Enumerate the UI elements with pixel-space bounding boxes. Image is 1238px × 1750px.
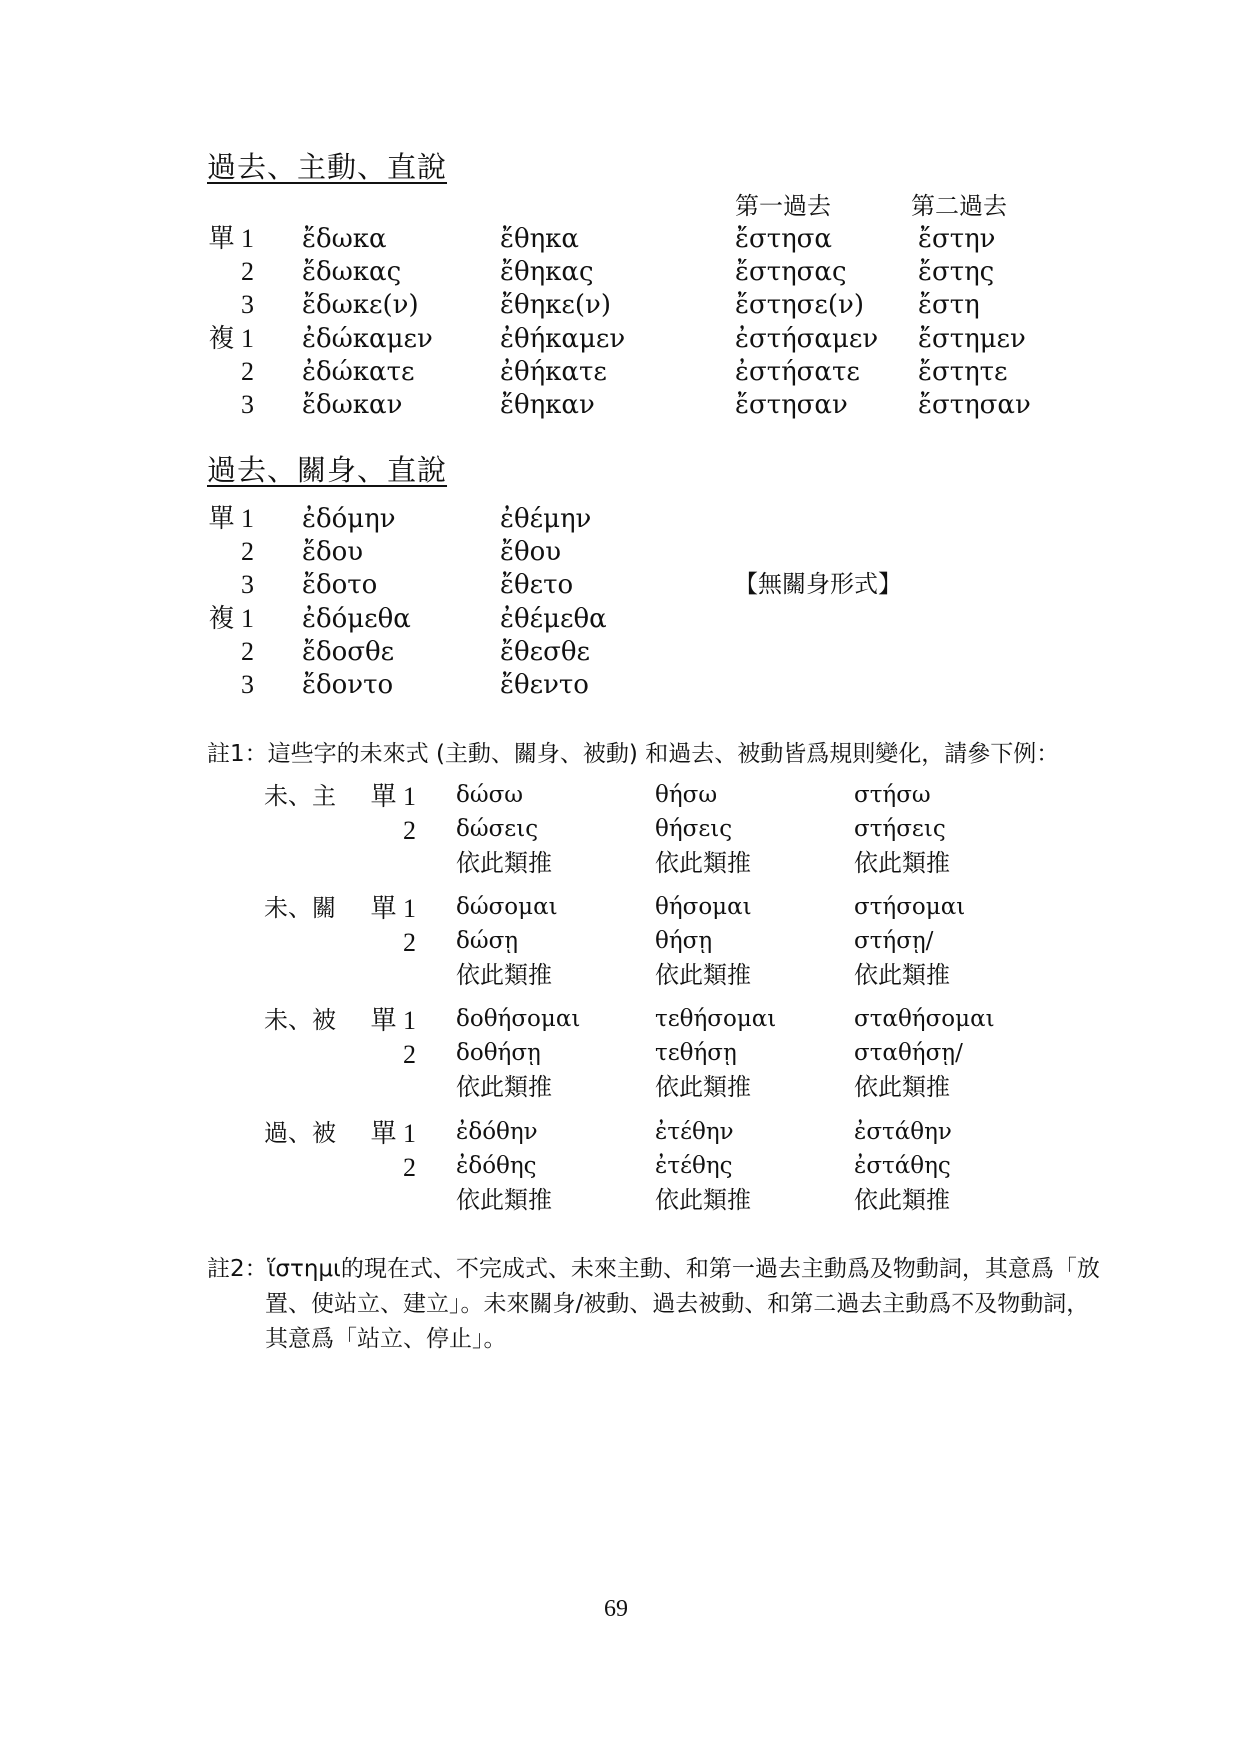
row-label: 單 1 [370,894,416,923]
row-label: 單 1 [208,224,254,253]
greek-form: ἐδώκατε [302,356,415,387]
greek-form: ἐστάθης [854,1152,951,1179]
greek-form: θήσεις [655,815,733,842]
analogy-note: 依此類推 [456,1186,552,1214]
greek-form: ἔθηκα [500,224,579,254]
analogy-note: 依此類推 [655,961,751,989]
greek-form: ἔδωκε(ν) [302,290,419,321]
greek-form: στήσῃ/ [854,927,934,954]
row-label: 2 [403,1039,416,1069]
analogy-note: 依此類推 [854,1186,950,1214]
analogy-note: 依此類推 [456,1073,552,1101]
greek-form: ἐθήκαμεν [500,323,626,354]
greek-form: ἐτέθην [655,1119,734,1145]
row-label: 2 [241,356,254,386]
section-title-aorist-active: 過去、主動、直說 [207,150,448,184]
greek-form: δώσω [456,782,524,808]
row-label: 單 1 [370,1006,416,1035]
greek-form: στήσω [854,782,931,808]
greek-form: ἔστησας [735,257,847,288]
greek-form: ἔδου [302,537,364,568]
row-label: 2 [241,537,254,567]
greek-form: θήσω [655,782,718,808]
row-label: 複 1 [208,603,254,633]
note-1: 註1：這些字的未來式 (主動、關身、被動) 和過去、被動皆爲規則變化，請參下例： [207,741,1060,767]
note-2-line-3: 其意爲「站立、停止」。 [265,1326,507,1352]
row-label: 2 [403,815,416,845]
greek-form: ἐδόθης [456,1152,537,1179]
col-header-first-aorist: 第一過去 [735,192,831,220]
greek-form: ἔστημεν [918,323,1026,354]
greek-form: ἔθετο [500,570,574,601]
tense-label: 未、關 [264,894,336,922]
greek-form: θήσομαι [655,894,752,920]
greek-form: ἐδώκαμεν [302,323,433,354]
tense-label: 未、被 [264,1006,336,1034]
greek-form: σταθήσῃ/ [854,1039,963,1066]
row-label: 3 [241,290,254,320]
analogy-note: 依此類推 [456,849,552,877]
row-label: 2 [403,1152,416,1182]
greek-form: ἐστήσατε [735,356,860,387]
analogy-note: 依此類推 [456,961,552,989]
greek-form: ἔθεντο [500,670,589,700]
greek-form: ἔστης [918,257,995,288]
col-header-second-aorist: 第二過去 [911,192,1007,220]
row-label: 複 1 [208,323,254,353]
note-2-line-1: 註2：ἵστημι的現在式、不完成式、未來主動、和第一過去主動爲及物動詞，其意爲「放 [207,1256,1100,1282]
greek-form: ἔστησαν [918,390,1031,420]
no-middle-form-note: 【無關身形式】 [734,570,902,598]
greek-form: δοθήσομαι [456,1006,581,1032]
greek-form: τεθήσῃ [655,1039,737,1066]
row-label: 單 1 [370,782,416,811]
greek-form: στήσομαι [854,894,966,920]
greek-form: ἔδοντο [302,670,394,700]
analogy-note: 依此類推 [655,1073,751,1101]
analogy-note: 依此類推 [854,849,950,877]
greek-form: ἔδοσθε [302,636,395,667]
greek-form: ἔθηκας [500,257,594,288]
row-label: 單 1 [370,1119,416,1148]
greek-form: ἔστητε [918,356,1008,387]
greek-form: ἐστήσαμεν [735,323,879,354]
greek-form: ἔθεσθε [500,636,590,667]
greek-form: ἔστη [918,290,980,321]
greek-form: ἐδόθην [456,1119,538,1145]
page-number: 69 [604,1596,628,1622]
greek-form: στήσεις [854,815,946,842]
analogy-note: 依此類推 [655,849,751,877]
greek-form: ἔστην [918,224,996,254]
greek-form: ἐθέμην [500,504,592,534]
greek-form: ἔδωκας [302,257,402,288]
greek-form: δοθήσῃ [456,1039,541,1066]
greek-form: ἐδόμην [302,504,396,534]
tense-label: 未、主 [264,782,336,810]
greek-form: ἐδόμεθα [302,603,411,634]
greek-form: ἔθηκαν [500,390,595,420]
analogy-note: 依此類推 [854,1073,950,1101]
greek-form: σταθήσομαι [854,1006,995,1032]
greek-form: ἔθηκε(ν) [500,290,611,321]
greek-form: ἔδοτο [302,570,378,601]
section-title-aorist-middle: 過去、關身、直說 [207,453,448,487]
greek-form: θήσῃ [655,927,713,954]
greek-form: δώσεις [456,815,539,842]
row-label: 3 [241,670,254,699]
row-label: 單 1 [208,504,254,533]
greek-form: δώσῃ [456,927,519,954]
greek-form: ἔδωκα [302,224,387,254]
greek-form: ἐθέμεθα [500,603,607,634]
greek-form: δώσομαι [456,894,558,920]
tense-label: 過、被 [264,1119,336,1147]
greek-form: τεθήσομαι [655,1006,777,1032]
greek-form: ἐστάθην [854,1119,952,1145]
row-label: 3 [241,390,254,419]
greek-form: ἐτέθης [655,1152,733,1179]
greek-form: ἐθήκατε [500,356,607,387]
row-label: 2 [403,927,416,957]
note-2-line-2: 置、使站立、建立」。未來關身/被動、過去被動、和第二過去主動爲不及物動詞， [265,1291,1090,1317]
analogy-note: 依此類推 [854,961,950,989]
greek-form: ἔθου [500,537,562,568]
greek-form: ἔστησαν [735,390,848,420]
greek-form: ἔστησα [735,224,832,254]
row-label: 2 [241,257,254,287]
greek-form: ἔστησε(ν) [735,290,864,321]
row-label: 2 [241,636,254,666]
analogy-note: 依此類推 [655,1186,751,1214]
row-label: 3 [241,570,254,600]
greek-form: ἔδωκαν [302,390,403,420]
